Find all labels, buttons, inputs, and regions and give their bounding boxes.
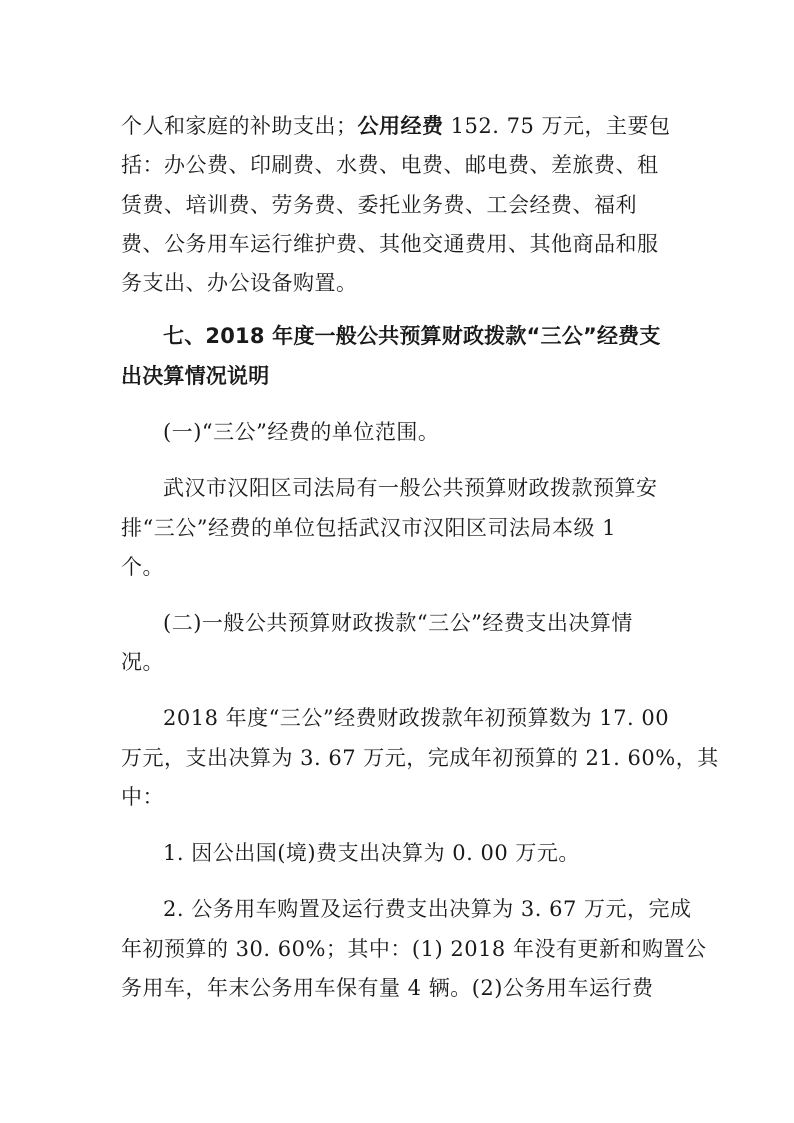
section-heading: 出决算情况说明 (121, 364, 270, 388)
body-text-line: 务用车，年末公务用车保有量 4 辆。(2)公务用车运行费 (121, 976, 654, 1000)
body-text-line (121, 112, 671, 140)
bold-term: 公用经费 (357, 114, 444, 138)
body-text-line: 年初预算的 30. 60%；其中：(1) 2018 年没有更新和购置公 (121, 937, 707, 961)
body-text-line: 务支出、办公设备购置。 (121, 271, 358, 295)
body-text-line: 中： (121, 785, 164, 809)
body-text-line: 括：办公费、印刷费、水费、电费、邮电费、差旅费、租 (121, 153, 659, 177)
body-text-line: 个。 (121, 555, 164, 579)
subsection-heading: (二)一般公共预算财政拨款“三公”经费支出决算情 (163, 611, 633, 635)
text-span: 个人和家庭的补助支出； (121, 114, 358, 138)
text-span: 152. 75 万元，主要包 (443, 114, 671, 138)
body-text-line: 排“三公”经费的单位包括武汉市汉阳区司法局本级 1 (121, 516, 617, 540)
body-text-line: 万元，支出决算为 3. 67 万元，完成年初预算的 21. 60%，其 (121, 746, 719, 770)
body-text-line: 武汉市汉阳区司法局有一般公共预算财政拨款预算安 (163, 476, 658, 500)
list-item: 2. 公务用车购置及运行费支出决算为 3. 67 万元，完成 (163, 897, 692, 921)
subsection-heading: (一)“三公”经费的单位范围。 (163, 420, 440, 444)
body-text-line: 费、公务用车运行维护费、其他交通费用、其他商品和服 (121, 232, 659, 256)
body-text-line: 2018 年度“三公”经费财政拨款年初预算数为 17. 00 (163, 706, 670, 730)
section-heading: 七、2018 年度一般公共预算财政拨款“三公”经费支 (163, 324, 661, 348)
body-text-line: 赁费、培训费、劳务费、委托业务费、工会经费、福利 (121, 193, 637, 217)
list-item: 1. 因公出国(境)费支出决算为 0. 00 万元。 (163, 841, 580, 865)
subsection-heading: 况。 (121, 650, 164, 674)
